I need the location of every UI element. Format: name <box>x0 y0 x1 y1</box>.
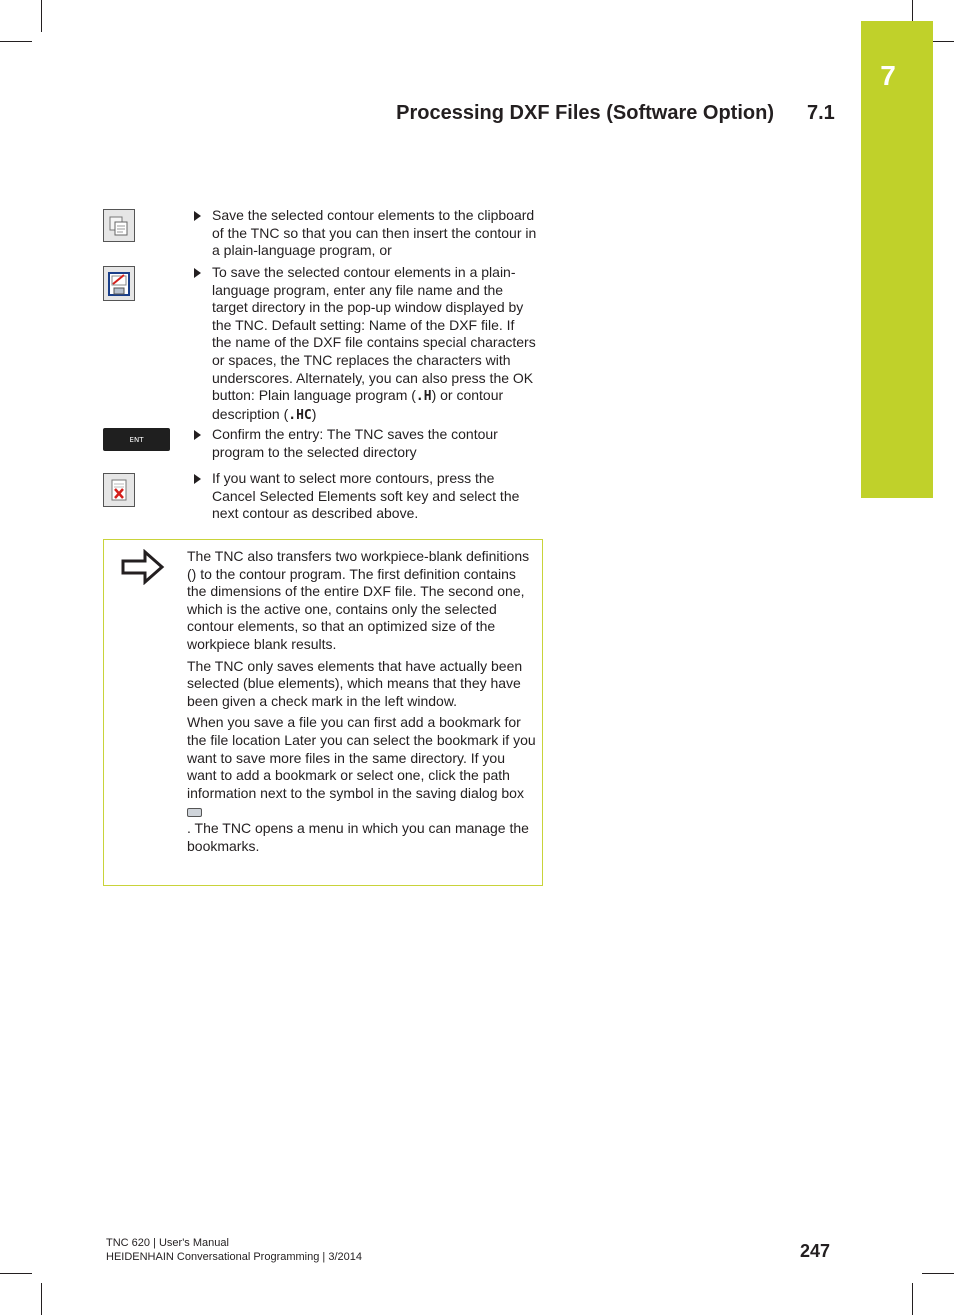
step-item <box>103 207 543 259</box>
note-paragraph: The TNC also transfers two workpiece-blank definitions () to the contour program. The first definition contains the dimensions of the entire DXF file. The second one, which is the active one, contains only the selected contour elements, so that an optimized size of the workpiece blank results. <box>187 548 530 652</box>
note-arrow-icon <box>121 549 165 585</box>
crop-mark <box>922 1273 954 1274</box>
crop-mark <box>41 0 42 32</box>
note-paragraph: . The TNC opens a menu in which you can manage the bookmarks. <box>187 820 529 854</box>
cancel-selection-icon <box>108 478 130 502</box>
step-text-part: To save the selected contour elements in a plain-language program, enter any file name and the target directory in the pop-up window displayed by the TNC. Default setting: Name of the DXF file. If the name of the DXF file contains special characters or spaces, the TNC replaces the characters with underscores. Alternately, you can also press the OK button: Plain language program ( <box>212 264 536 404</box>
section-title: Processing DXF Files (Software Option) <box>396 102 774 124</box>
note-paragraph: When you save a file you can first add a bookmark for the file location Later you can select the bookmark if you want to save more files in the same directory. If you want to add a bookmark or select one, click the path information next to the symbol in the saving dialog box <box>187 714 536 801</box>
footer-manual-title: TNC 620 | User's Manual <box>106 1237 229 1249</box>
file-extension-h: .H <box>415 389 432 405</box>
note-body <box>187 548 537 860</box>
ent-key[interactable]: ENT <box>103 428 170 451</box>
crop-mark <box>0 1273 32 1274</box>
note-paragraph: The TNC only saves elements that have actually been selected (blue elements), which means that they have been given a check mark in the left window. <box>187 657 523 709</box>
step-item <box>103 426 543 466</box>
step-text: If you want to select more contours, press the Cancel Selected Elements soft key and select the next contour as described above. <box>212 470 520 522</box>
step-text-part: ) or contour description ( <box>212 387 504 422</box>
bullet-arrow-icon <box>194 211 201 221</box>
crop-mark <box>0 41 32 42</box>
step-text: Save the selected contour elements to the clipboard of the TNC so that you can then insert the contour in a plain-language program, or <box>212 207 537 259</box>
bookmark-drive-icon <box>187 808 202 817</box>
step-text <box>212 264 537 424</box>
copy-clipboard-icon <box>108 215 130 237</box>
save-file-softkey[interactable] <box>103 266 135 301</box>
cancel-selection-softkey[interactable] <box>103 473 135 507</box>
chapter-number: 7 <box>880 60 896 91</box>
footer-manual-subtitle: HEIDENHAIN Conversational Programming | 3/2014 <box>106 1251 362 1263</box>
section-number: 7.1 <box>807 102 835 124</box>
bullet-arrow-icon <box>194 268 201 278</box>
bullet-arrow-icon <box>194 474 201 484</box>
page-number: 247 <box>800 1241 831 1261</box>
bullet-arrow-icon <box>194 430 201 440</box>
page-footer <box>106 1236 362 1264</box>
step-item <box>103 470 543 526</box>
step-text-part: ) <box>311 405 317 422</box>
save-file-icon <box>107 271 131 297</box>
crop-mark <box>912 1283 913 1315</box>
note-box <box>103 539 543 886</box>
step-item <box>103 264 543 424</box>
copy-clipboard-softkey[interactable] <box>103 209 135 242</box>
step-text: Confirm the entry: The TNC saves the contour program to the selected directory <box>212 426 498 460</box>
file-extension-hc: .HC <box>288 407 312 423</box>
crop-mark <box>41 1283 42 1315</box>
